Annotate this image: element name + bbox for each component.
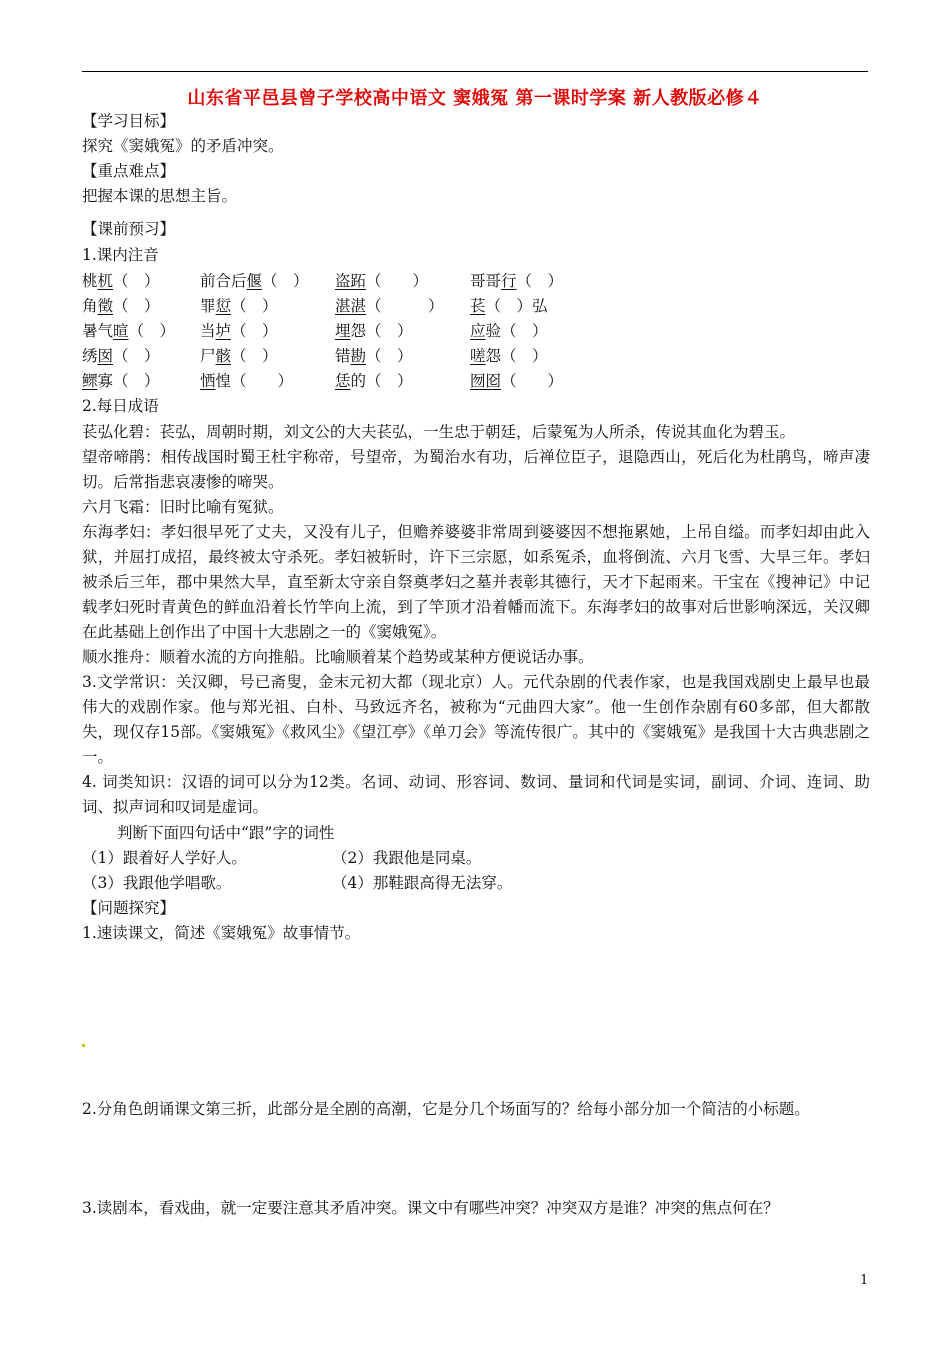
pinyin-text: （ ）弘 [485, 297, 548, 315]
objectives-heading: 【学习目标】 [82, 112, 176, 130]
pinyin-target-word: 勘 [350, 347, 367, 365]
pinyin-item [200, 296, 278, 316]
pinyin-item [335, 321, 413, 341]
pinyin-item [82, 371, 160, 391]
idiom-entry: 苌弘化碧：苌弘，周朝时期，刘文公的大夫苌弘，一生忠于朝廷，后蒙冤为人所杀，传说其血化为碧玉。 [82, 423, 796, 441]
pinyin-item [82, 271, 160, 291]
pinyin-text: （ ） [113, 297, 160, 315]
pinyin-item [470, 371, 563, 391]
pinyin-target-word: 愆 [215, 297, 232, 315]
idiom-entry: 顺水推舟：顺着水流的方向推船。比喻顺着某个趋势或某种方便说话办事。 [82, 648, 594, 666]
pinyin-text: 怨（ ） [485, 347, 548, 365]
page-number: 1 [860, 1273, 869, 1288]
pinyin-text: （ ） [231, 322, 278, 340]
pinyin-text: （ ） [501, 372, 564, 390]
pinyin-item [335, 346, 413, 366]
pinyin-item [335, 371, 413, 391]
pinyin-target-word: 恁 [335, 372, 351, 390]
pinyin-text: 桃 [82, 272, 98, 290]
pinyin-text: （ ） [128, 322, 176, 340]
pinyin-text: （ ） [113, 272, 160, 290]
word-class-item: （1）跟着好人学好人。 [82, 849, 247, 867]
pinyin-text: 寡（ ） [97, 372, 160, 390]
pinyin-text: 怨（ ） [350, 322, 413, 340]
pinyin-text: 角 [82, 297, 98, 315]
objectives-text: 探究《窦娥冤》的矛盾冲突。 [82, 137, 284, 155]
pinyin-text: （ ） [113, 347, 160, 365]
pinyin-target-word: 鳏 [82, 372, 98, 390]
pinyin-target-word: 埋 [335, 322, 351, 340]
pinyin-item [82, 321, 175, 341]
pinyin-text: （ ） [366, 272, 429, 290]
pinyin-item [470, 271, 563, 291]
pinyin-target-word: 应 [470, 322, 486, 340]
pinyin-item [335, 271, 428, 291]
pinyin-text: 尸 [200, 347, 216, 365]
literary-knowledge: 3.文学常识：关汉卿，号已斋叟，金末元初大都（现北京）人。元代杂剧的代表作家，也是我国戏剧史上最早也最伟大的戏剧作家。他与郑光祖、白朴、马致远齐名，被称为“元曲四大家”。他一生创作杂剧有60多部，但大都散失，现仅存15部。《窦娥冤》《救风尘》《望江亭》《单刀会》等流传很广。其中的《窦娥冤》是我国十大古典悲剧之一。 [82, 673, 870, 766]
pinyin-target-word: 行 [501, 272, 517, 290]
pinyin-target-word: 囫囵 [470, 372, 502, 390]
header-rule [82, 71, 868, 72]
pinyin-item [200, 321, 278, 341]
pinyin-text: 当 [200, 322, 216, 340]
pinyin-item [335, 296, 444, 316]
pinyin-target-word: 苌 [470, 297, 486, 315]
pinyin-text: （ ） [231, 347, 278, 365]
pinyin-item [470, 321, 548, 341]
pinyin-text: （ ） [231, 297, 278, 315]
word-class-knowledge: 4. 词类知识：汉语的词可以分为12类。名词、动词、形容词、数词、量词和代词是实词，副词、介词、连词、助词、拟声词和叹词是虚词。 [82, 773, 870, 816]
word-class-item: （4）那鞋跟高得无法穿。 [332, 874, 513, 892]
pinyin-text: 惶（ ） [215, 372, 294, 390]
pinyin-text: （ ） [516, 272, 564, 290]
word-class-item: （2）我跟他是同桌。 [332, 849, 482, 867]
pinyin-target-word: 暄 [113, 322, 129, 340]
pinyin-target-word: 囡 [97, 347, 114, 365]
difficulty-heading: 【重点难点】 [82, 162, 176, 180]
word-class-prompt: 判断下面四句话中“跟”字的词性 [117, 824, 335, 842]
pinyin-item [470, 346, 548, 366]
difficulty-text: 把握本课的思想主旨。 [82, 187, 238, 205]
pinyin-target-word: 盗跖 [335, 272, 367, 290]
pinyin-text: 哥哥 [470, 272, 502, 290]
pinyin-item [470, 296, 548, 316]
pinyin-target-word: 湛湛 [335, 297, 367, 315]
pinyin-target-word: 偃 [246, 272, 263, 290]
scan-speck [82, 1044, 85, 1047]
pinyin-item [82, 346, 160, 366]
pinyin-item [200, 346, 278, 366]
pinyin-text: 验（ ） [485, 322, 548, 340]
pinyin-target-word: 嗟 [470, 347, 486, 365]
pinyin-text: 暑气 [82, 322, 114, 340]
pinyin-target-word: 垆 [215, 322, 232, 340]
idioms-title: 2.每日成语 [82, 397, 159, 415]
pinyin-text: 前合后 [200, 272, 247, 290]
pinyin-text: 罪 [200, 297, 216, 315]
word-class-item: （3）我跟他学唱歌。 [82, 874, 232, 892]
pinyin-text: （ ） [262, 272, 309, 290]
pinyin-text: 错 [335, 347, 351, 365]
pinyin-item [82, 296, 160, 316]
inquiry-heading: 【问题探究】 [82, 899, 176, 917]
pinyin-target-word: 恓 [200, 372, 216, 390]
pinyin-text: （ ） [366, 347, 413, 365]
pinyin-target-word: 徵 [97, 297, 114, 315]
pinyin-text: 绣 [82, 347, 98, 365]
idiom-entry: 东海孝妇：孝妇很早死了丈夫，又没有儿子，但赡养婆婆非常周到婆婆因不想拖累她，上吊自缢。而孝妇却由此入狱，并屈打成招，最终被太守杀死。孝妇被斩时，许下三宗愿，如系冤杀，血将倒流、六月飞雪、大旱三年。孝妇被杀后三年，郡中果然大旱，直至新太守亲自祭奠孝妇之墓并表彰其德行，天才下起雨来。干宝在《搜神记》中记载孝妇死时青黄色的鲜血沿着长竹竿向上流，到了竿顶才沿着幡而流下。东海孝妇的故事对后世影响深远，关汉卿在此基础上创作出了中国十大悲剧之一的《窦娥冤》。 [82, 523, 870, 641]
pinyin-item [200, 371, 293, 391]
inquiry-question-3: 3.读剧本，看戏曲，就一定要注意其矛盾冲突。课文中有哪些冲突？冲突双方是谁？冲突的焦点何在？ [82, 1199, 779, 1217]
idiom-entry: 六月飞霜：旧时比喻有冤狱。 [82, 498, 284, 516]
pinyin-question-title: 1.课内注音 [82, 246, 159, 264]
idiom-entry: 望帝啼鹃：相传战国时蜀王杜宇称帝，号望帝，为蜀治水有功，后禅位臣子，退隐西山，死后化为杜鹃鸟，啼声凄切。后常指悲哀凄惨的啼哭。 [82, 448, 870, 491]
pinyin-target-word: 杌 [97, 272, 114, 290]
pinyin-text: 的（ ） [350, 372, 413, 390]
pinyin-item [200, 271, 309, 291]
pinyin-target-word: 骸 [215, 347, 232, 365]
preview-heading: 【课前预习】 [82, 220, 176, 238]
pinyin-text: （ ） [366, 297, 444, 315]
inquiry-question-1: 1.速读课文，简述《窦娥冤》故事情节。 [82, 924, 361, 942]
inquiry-question-2: 2.分角色朗诵课文第三折，此部分是全剧的高潮，它是分几个场面写的？给每小部分加一个简洁的小标题。 [82, 1100, 810, 1118]
document-title: 山东省平邑县曾子学校高中语文 窦娥冤 第一课时学案 新人教版必修４ [187, 88, 763, 109]
